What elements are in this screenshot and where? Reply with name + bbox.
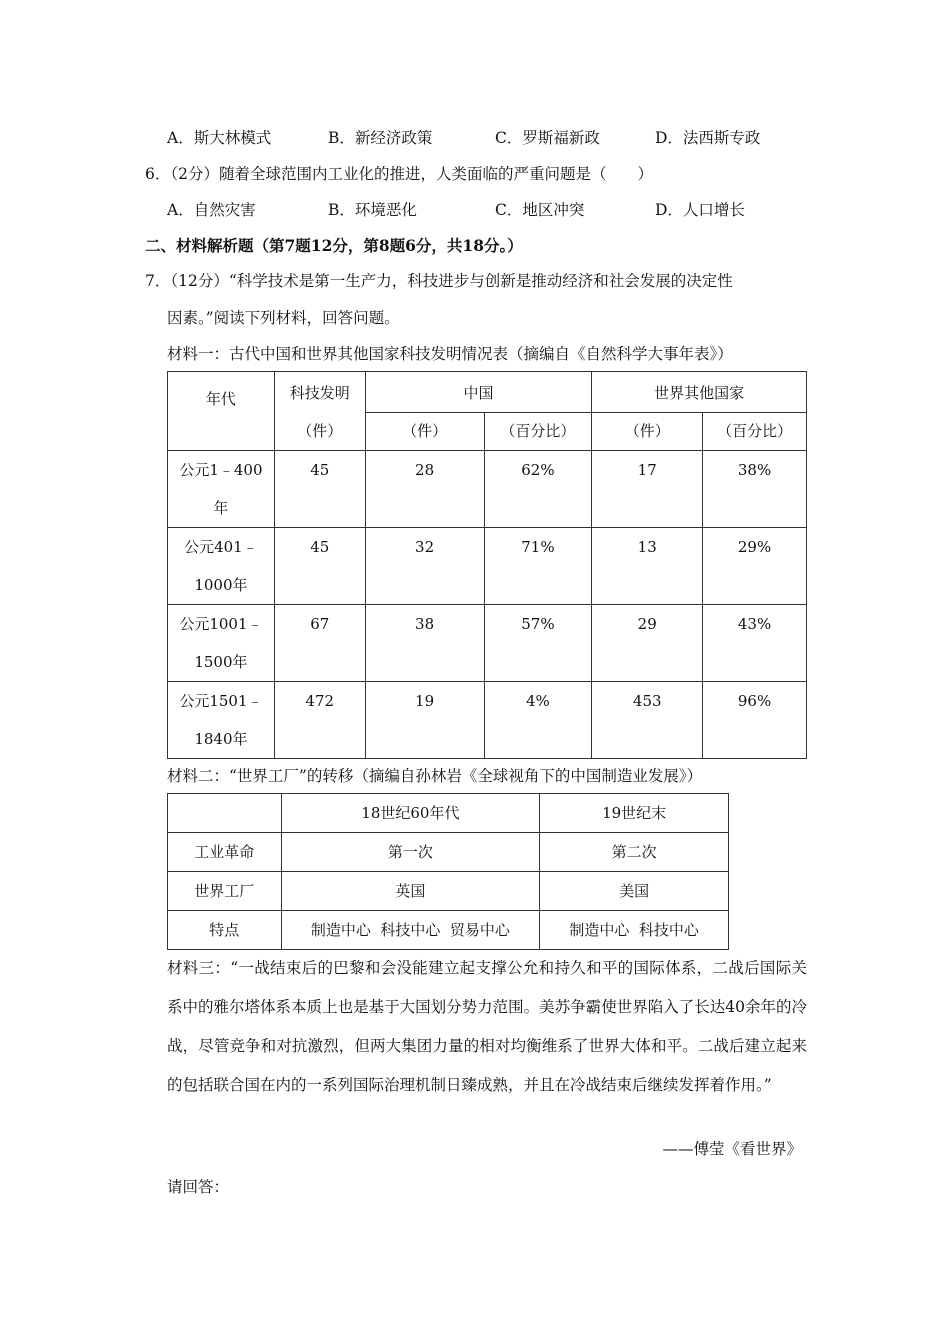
table-row: 公元401﹣ 1000年 45 32 71% 13 29%: [168, 528, 807, 605]
q6-option-a: A．自然灾害: [167, 201, 256, 219]
q5-option-a: A．斯大林模式: [167, 129, 272, 147]
header-era: 年代: [168, 372, 275, 451]
material3-source: ——傅莹《看世界》: [662, 1140, 802, 1158]
material1-caption: 材料一：古代中国和世界其他国家科技发明情况表（摘编自《自然科学大事年表》）: [167, 345, 733, 363]
header-world-percent: （百分比）: [703, 413, 807, 451]
header-inventions: 科技发明 （件）: [274, 372, 365, 451]
q5-option-c: C．罗斯福新政: [495, 129, 600, 147]
q6-option-b: B．环境恶化: [328, 201, 417, 219]
table-row: 公元1﹣400 年 45 28 62% 17 38%: [168, 451, 807, 528]
header-world: 世界其他国家: [592, 372, 807, 413]
table-row: 特点 制造中心 科技中心 贸易中心 制造中心 科技中心: [168, 911, 729, 950]
col-19th-century: 19世纪末: [540, 794, 729, 833]
table-row: 公元1501﹣ 1840年 472 19 4% 453 96%: [168, 682, 807, 759]
material2-caption: 材料二：“世界工厂”的转移（摘编自孙林岩《全球视角下的中国制造业发展》）: [167, 767, 703, 785]
header-world-count: （件）: [592, 413, 703, 451]
section-heading: 二、材料解析题（第7题12分，第8题6分，共18分。）: [145, 236, 523, 255]
table-row: 工业革命 第一次 第二次: [168, 833, 729, 872]
q6-stem: 6．（2分）随着全球范围内工业化的推进，人类面临的严重问题是（ ）: [145, 165, 653, 183]
header-china-count: （件）: [365, 413, 484, 451]
material2-table: [167, 793, 729, 950]
q6-option-c: C．地区冲突: [495, 201, 585, 219]
q5-option-d: D．法西斯专政: [655, 129, 761, 147]
table-row: 公元1001﹣ 1500年 67 38 57% 29 43%: [168, 605, 807, 682]
material3-text: 材料三：“一战结束后的巴黎和会没能建立起支撑公允和持久和平的国际体系，二战后国际关系中的雅尔塔体系本质上也是基于大国划分势力范围。美苏争霸使世界陷入了长达40余年的冷战，尽管竞争和对抗激烈，但两大集团力量的相对均衡维系了世界大体和平。二战后建立起来的包括联合国在内的一系列国际治理机制日臻成熟，并且在冷战结束后继续发挥着作用。”: [167, 959, 807, 1094]
table-row: [168, 794, 729, 833]
table-row: 世界工厂 英国 美国: [168, 872, 729, 911]
q5-option-b: B．新经济政策: [328, 129, 433, 147]
material1-table: [167, 371, 807, 759]
col-18th-century: 18世纪60年代: [281, 794, 540, 833]
answer-prompt: 请回答：: [167, 1178, 230, 1196]
q7-stem-line2: 因素。”阅读下列材料，回答问题。: [167, 309, 400, 327]
q7-stem-line1: 7．（12分）“科学技术是第一生产力，科技进步与创新是推动经济和社会发展的决定性: [145, 272, 733, 290]
q6-option-d: D．人口增长: [655, 201, 745, 219]
header-china-percent: （百分比）: [484, 413, 592, 451]
header-china: 中国: [365, 372, 592, 413]
